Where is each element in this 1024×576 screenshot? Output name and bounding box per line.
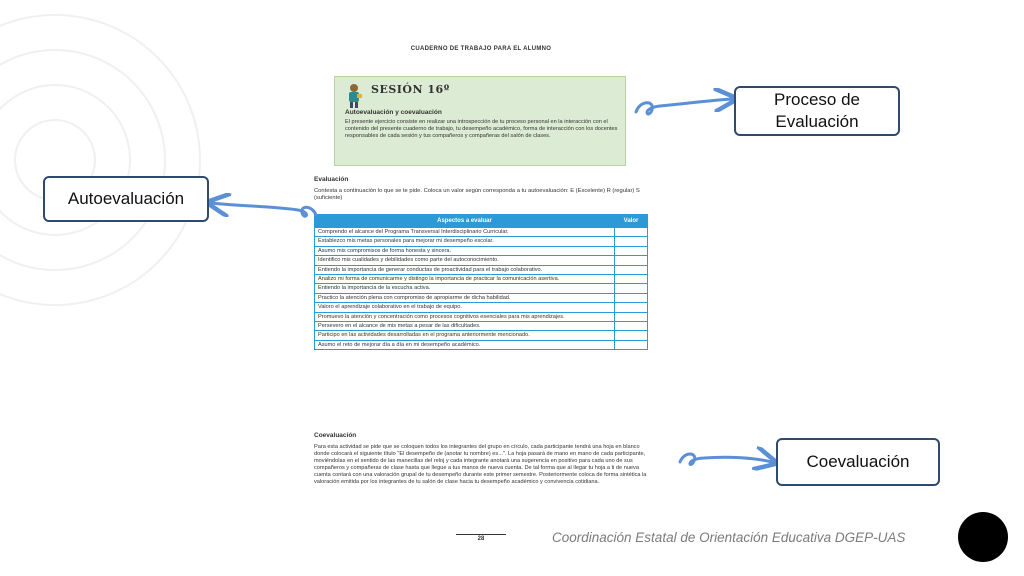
black-dot-decoration [958,512,1008,562]
table-row [315,340,648,349]
table-row [315,293,648,302]
value-cell[interactable] [615,312,648,321]
aspect-cell: Promuevo la atención y concentración como procesos cognitivos esenciales para mis aprendizajes. [315,312,615,321]
aspect-cell: Valoro el aprendizaje colaborativo en el trabajo de equipo. [315,303,615,312]
value-cell[interactable] [615,246,648,255]
value-cell[interactable] [615,293,648,302]
table-row [315,256,648,265]
session-body: El presente ejercicio consiste en realizar una introspección de tu proceso personal en la interacción con el contenido del presente cuaderno de trabajo, tu desempeño académico, forma de interacción con los docentes responsables de cada sesión y tus compañeros y compañeras del salón de clases. [345,119,618,139]
value-cell[interactable] [615,237,648,246]
student-figure-icon [345,83,363,109]
table-row [315,331,648,340]
callout-coevaluacion-label: Coevaluación [806,452,910,471]
table-row [315,284,648,293]
document-header: CUADERNO DE TRABAJO PARA EL ALUMNO [410,46,552,52]
value-cell[interactable] [615,340,648,349]
evaluation-title: Evaluación [314,176,349,183]
aspect-cell: Establezco mis metas personales para mejorar mi desempeño escolar. [315,237,615,246]
evaluation-table [314,214,648,350]
table-row [315,265,648,274]
callout-autoevaluacion-label: Autoevaluación [67,189,185,208]
table-row [315,275,648,284]
value-cell[interactable] [615,284,648,293]
table-row [315,322,648,331]
aspect-cell: Asumo el reto de mejorar día a día en mi desempeño académico. [315,340,615,349]
session-title: SESIÓN 16º [371,83,450,96]
table-header-value: Valor [615,215,648,228]
value-cell[interactable] [615,228,648,237]
aspect-cell: Persevero en el alcance de mis metas a pesar de las dificultades. [315,322,615,331]
callout-proceso-label: Proceso de Evaluación [774,90,860,131]
value-cell[interactable] [615,265,648,274]
session-box [334,76,626,166]
table-row [315,312,648,321]
aspect-cell: Analizo mi forma de comunicarme y distingo la importancia de practicar la comunicación asertiva. [315,275,615,284]
session-subtitle: Autoevaluación y coevaluación [345,109,442,116]
value-cell[interactable] [615,322,648,331]
coevaluation-body: Para esta actividad se pide que se coloquen todos los integrantes del grupo en círculo, cada participante tendrá una hoja en blanco donde colocará el siguiente título "El desempeño de (anotar tu nombre) es...". La hoja pasará de mano en mano de cada participante, moviéndolas en el sentido de las manecillas del reloj y cada integrante anotará una sugerencia en positivo para cada uno de sus compañeros y compañeras de clase hasta que llegue a tus manos de nueva cuenta. De tal forma que al llegar tu hoja a ti de nueva cuenta contará con una valoración grupal de tu desempeño durante este primer semestre. Posteriormente coloca de forma sintética la valoración emitida por los integrantes de tu salón de clase hacia tu desempeño académico y convivencia cotidiana. [314,444,647,486]
page-number: 28 [456,534,506,542]
aspect-cell: Entiendo la importancia de generar conductas de proactividad para el trabajo colaborativo. [315,265,615,274]
callout-autoevaluacion [43,176,209,222]
aspect-cell: Comprendo el alcance del Programa Transversal Interdisciplinario Curricular. [315,228,615,237]
callout-coevaluacion [776,438,940,486]
aspect-cell: Entiendo la importancia de la escucha activa. [315,284,615,293]
table-row [315,303,648,312]
aspect-cell: Asumo mis compromisos de forma honesta y sincera. [315,246,615,255]
aspect-cell: Participo en las actividades desarrolladas en el programa anteriormente mencionado. [315,331,615,340]
table-row [315,237,648,246]
value-cell[interactable] [615,275,648,284]
callout-proceso-evaluacion [734,86,900,136]
coevaluation-title: Coevaluación [314,432,357,439]
table-header-aspects: Aspectos a evaluar [315,215,615,228]
aspect-cell: Identifico mis cualidades y debilidades como parte del autoconocimiento. [315,256,615,265]
table-row [315,228,648,237]
value-cell[interactable] [615,256,648,265]
value-cell[interactable] [615,303,648,312]
table-row [315,246,648,255]
aspect-cell: Practico la atención plena con compromiso de apropiarme de dicha habilidad. [315,293,615,302]
workbook-page [306,40,656,550]
footer-text: Coordinación Estatal de Orientación Educativa DGEP-UAS [552,530,906,545]
value-cell[interactable] [615,331,648,340]
evaluation-instructions: Contesta a continuación lo que se te pide. Coloca un valor según corresponda a tu autoevaluación: E (Excelente) R (regular) S (suficiente) [314,188,640,201]
